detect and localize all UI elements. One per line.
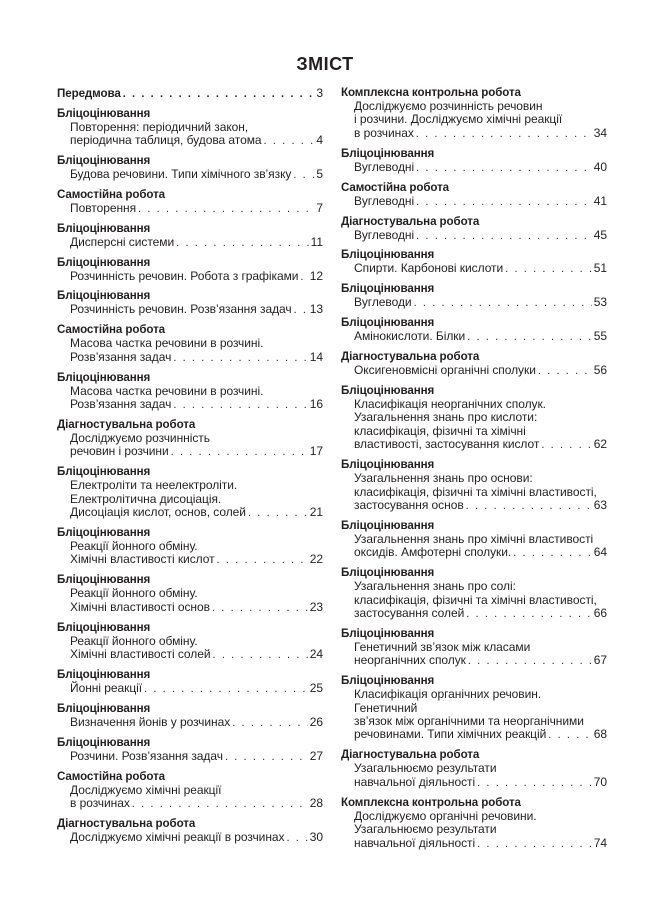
- dot-leader: [225, 751, 308, 764]
- toc-entry-line: Вуглеводи . . . 53: [341, 296, 607, 310]
- toc-entry-line: речовин і розчини . . . 17: [57, 445, 323, 459]
- toc-entry-heading: Діагностувальна робота: [57, 417, 196, 431]
- dot-leader: [414, 297, 592, 310]
- toc-entry: [57, 526, 323, 568]
- toc-entry-heading: Бліцоцінювання: [341, 384, 435, 398]
- page-number: 17: [309, 444, 323, 459]
- page-number: 55: [593, 329, 607, 344]
- toc-entry-heading: Бліцоцінювання: [57, 106, 151, 120]
- page-number: 28: [309, 796, 323, 811]
- toc-entry: [57, 817, 323, 845]
- toc-entry-line: Хімічні властивості кислот . . . 22: [57, 553, 323, 567]
- toc-entry-line: неорганічних сполук . . . 67: [341, 654, 607, 668]
- toc-entry-line: Електролітична дисоціація.: [70, 491, 222, 506]
- toc-entry-heading: Комплексна контрольна робота: [341, 795, 521, 809]
- page-number: 27: [309, 748, 323, 763]
- toc-entry-line: Реакції йонного обміну.: [70, 539, 198, 553]
- toc-entry-line: Амінокислоти. Білки . . . 55: [341, 330, 607, 344]
- dot-leader: [477, 777, 592, 790]
- toc-entry: [341, 147, 607, 175]
- toc-entry-heading: Комплексна контрольна робота: [341, 86, 521, 99]
- toc-entry-line: Повторення: періодичний закон,: [70, 119, 249, 134]
- toc-entry-line: застосування основ . . . 63: [341, 499, 607, 513]
- page-number: 68: [593, 727, 607, 742]
- toc-entry-line: Вуглеводні . . . 40: [341, 161, 607, 175]
- page-number: 24: [309, 647, 323, 662]
- toc-entry-line: Дисоціація кислот, основ, солей . . . 21: [57, 506, 323, 520]
- toc-entry-line: Оксигеновмісні органічні сполуки . . . 56: [341, 364, 607, 378]
- dot-leader: [468, 655, 592, 668]
- dot-leader: [294, 304, 308, 317]
- toc-entry-heading: Бліцоцінювання: [341, 518, 435, 532]
- toc-entry-line: Електроліти та неелектроліти.: [70, 478, 238, 493]
- toc-entry: [341, 248, 607, 276]
- toc-entry: [57, 323, 323, 365]
- dot-leader: [466, 500, 592, 513]
- page-number: 62: [593, 437, 607, 452]
- toc-entry-heading: Бліцоцінювання: [341, 458, 435, 472]
- toc-entry: [341, 181, 607, 209]
- dot-leader: [548, 729, 591, 742]
- dot-leader: [138, 203, 314, 216]
- toc-entry: [341, 215, 607, 243]
- toc-entry-heading: Бліцоцінювання: [341, 248, 435, 262]
- page-number: 40: [593, 159, 607, 174]
- toc-entry-line: Генетичний зв’язок між класами: [354, 639, 531, 654]
- page-number: 30: [309, 829, 323, 844]
- toc-entry-heading: Бліцоцінювання: [57, 526, 151, 539]
- toc-entry-line: Узагальнення знань про солі:: [354, 579, 516, 594]
- toc-entry: [341, 350, 607, 378]
- toc-entry-heading: Бліцоцінювання: [341, 566, 435, 580]
- toc-entry-line: в розчинах . . . 28: [57, 797, 323, 811]
- page-number: 14: [309, 349, 323, 364]
- page-number: 70: [593, 774, 607, 789]
- page-number: 12: [309, 268, 323, 283]
- toc-entry-heading: Бліцоцінювання: [57, 667, 151, 681]
- toc-entry-heading: Бліцоцінювання: [57, 735, 151, 749]
- dot-leader: [416, 230, 592, 243]
- toc-entry: [57, 86, 323, 101]
- toc-entry-heading: Бліцоцінювання: [57, 465, 151, 479]
- toc-entry-line: Вуглеводні . . . 41: [341, 195, 607, 209]
- toc-left-column: [57, 86, 323, 851]
- toc-entry: [341, 519, 607, 561]
- dot-leader: [416, 162, 592, 175]
- dot-leader: [232, 717, 308, 730]
- dot-leader: [173, 352, 307, 365]
- toc-entry: [57, 465, 323, 520]
- page-number: 51: [593, 261, 607, 276]
- page-number: 56: [593, 363, 607, 378]
- toc-entry-line: Хімічні властивості солей . . . 24: [57, 648, 323, 662]
- toc-entry-heading: Самостійна робота: [341, 180, 450, 194]
- toc-entry-line: і розчини. Досліджуємо хімічні реакції: [354, 112, 563, 127]
- toc-entry-line: Досліджуємо органічні речовини.: [354, 808, 537, 823]
- toc-entry-heading: Бліцоцінювання: [57, 701, 151, 715]
- toc-entry-heading: Бліцоцінювання: [341, 282, 435, 296]
- page-number: 3: [316, 86, 323, 100]
- toc-entry-heading: Самостійна робота: [57, 187, 166, 201]
- toc-entry: [57, 371, 323, 413]
- toc-entry-line: Йонні реакції . . . 25: [57, 682, 323, 696]
- toc-entry-line: навчальної діяльності . . . 70: [341, 776, 607, 790]
- dot-leader: [293, 169, 314, 182]
- toc-entry: [57, 770, 323, 812]
- toc-entry: [341, 748, 607, 790]
- page-number: 34: [593, 125, 607, 140]
- toc-entry-line: Масова частка речовини в розчині.: [70, 383, 264, 398]
- page-number: 26: [309, 714, 323, 729]
- toc-entry-line: Класифікація неорганічних сполук.: [354, 397, 546, 412]
- page-title: ЗМІСТ: [296, 54, 354, 74]
- toc-entry-line: оксидів. Амфотерні сполуки. . . . 64: [341, 546, 607, 560]
- toc-entry: [57, 188, 323, 216]
- toc-entry-heading: Бліцоцінювання: [341, 316, 435, 330]
- toc-entry-line: Розчинність речовин. Робота з графіками . . . 12: [57, 270, 323, 284]
- page-number: 13: [309, 302, 323, 317]
- page-number: 16: [309, 397, 323, 412]
- toc-entry-line: Узагальнення знань про хімічні властивості: [354, 531, 594, 546]
- toc-entry-line: Досліджуємо хімічні реакції: [70, 782, 222, 797]
- toc-entry-heading: Бліцоцінювання: [57, 370, 151, 384]
- dot-leader: [505, 263, 592, 276]
- dot-leader: [248, 507, 308, 520]
- toc-entry-line: Повторення . . . 7: [57, 202, 323, 216]
- toc-entry-heading: Бліцоцінювання: [57, 289, 151, 303]
- toc-entry: [57, 736, 323, 764]
- toc-entry: [341, 282, 607, 310]
- page-number: 45: [593, 227, 607, 242]
- toc-entry-line: Узагальнення знань про основи:: [354, 471, 533, 486]
- dot-leader: [173, 399, 307, 412]
- toc-entry-line: властивості, застосування кислот . . . 62: [341, 438, 607, 452]
- dot-leader: [171, 446, 308, 459]
- toc-entry-line: Узагальнення знань про кислоти:: [354, 410, 538, 425]
- dot-leader: [212, 602, 308, 615]
- page-number: 63: [593, 498, 607, 512]
- toc-entry-heading: Бліцоцінювання: [341, 674, 435, 688]
- page-number: 22: [309, 552, 323, 567]
- dot-leader: [416, 196, 592, 209]
- page-number: 41: [593, 193, 607, 208]
- dot-leader: [538, 365, 592, 378]
- dot-leader: [213, 649, 308, 662]
- toc-entry: [341, 627, 607, 669]
- toc-entry-line: Дисперсні системи . . . 11: [57, 236, 323, 250]
- toc-entry-heading: Бліцоцінювання: [57, 573, 151, 587]
- toc-entry-heading: Бліцоцінювання: [57, 221, 151, 235]
- toc-entry-line: Вуглеводні . . . 45: [341, 229, 607, 243]
- toc-entry-line: Узагальнюємо результати: [354, 822, 497, 837]
- page-number: 4: [316, 132, 323, 147]
- dot-leader: [466, 608, 592, 621]
- toc-entry-heading: Діагностувальна робота: [341, 214, 480, 228]
- toc-entry-line: Спирти. Карбонові кислоти . . . 51: [341, 262, 607, 276]
- toc-entry-heading: Бліцоцінювання: [57, 620, 151, 634]
- page-number: 23: [309, 599, 323, 614]
- toc-entry: [57, 621, 323, 663]
- toc-entry-line: класифікація, фізичні та хімічні властивості,: [354, 592, 597, 607]
- toc-entry-line: періодична таблиця, будова атома . . . 4: [57, 134, 323, 148]
- dot-leader: [264, 135, 315, 148]
- toc-entry-line: Розчинність речовин. Розв’язання задач . . . 13: [57, 303, 323, 317]
- dot-leader: [513, 547, 592, 560]
- toc-entry-heading: Бліцоцінювання: [341, 626, 435, 640]
- page-number: 64: [593, 545, 607, 560]
- toc-entry: [57, 154, 323, 182]
- page-number: 21: [309, 505, 323, 520]
- toc-entry-line: Реакції йонного обміну.: [70, 586, 198, 601]
- toc-entry-line: застосування солей . . . 66: [341, 607, 607, 621]
- toc-entry-line: Досліджуємо хімічні реакції в розчинах . . . 30: [57, 831, 323, 845]
- toc-entry: [57, 702, 323, 730]
- page-number: 66: [593, 606, 607, 621]
- toc-entry: [57, 289, 323, 317]
- toc-entry-line: навчальної діяльності . . . 74: [341, 837, 607, 851]
- toc-entry-heading: Бліцоцінювання: [57, 255, 151, 269]
- page-number: 11: [310, 234, 323, 249]
- dot-leader: [123, 87, 315, 101]
- dot-leader: [286, 832, 307, 845]
- toc-entry-line: Масова частка речовини в розчині.: [70, 336, 264, 351]
- dot-leader: [541, 439, 591, 452]
- toc-entry-heading: Бліцоцінювання: [341, 146, 435, 160]
- page-number: 25: [309, 680, 323, 695]
- page-number: 67: [593, 653, 607, 668]
- toc-entry-heading: Бліцоцінювання: [57, 153, 151, 167]
- dot-leader: [477, 838, 592, 851]
- toc-entry-heading: Діагностувальна робота: [57, 816, 196, 830]
- toc-entry-line: Класифікація органічних речовин. Генетичний: [354, 687, 542, 715]
- toc-entry-heading: Самостійна робота: [57, 323, 166, 337]
- toc-entry: [341, 384, 607, 453]
- toc-entry-heading: Передмова . . . 3: [57, 86, 323, 101]
- dot-leader: [300, 271, 307, 284]
- toc-entry-line: зв’язок між органічними та неорганічними: [354, 714, 584, 729]
- toc-entry: [57, 107, 323, 149]
- page-number: 5: [316, 166, 323, 181]
- toc-entry: [57, 668, 323, 696]
- dot-leader: [144, 683, 308, 696]
- toc-entry-line: Розчини. Розв’язання задач . . . 27: [57, 750, 323, 764]
- toc-entry: [341, 316, 607, 344]
- toc-entry-line: речовинами. Типи хімічних реакцій . . . 68: [341, 728, 607, 742]
- dot-leader: [176, 237, 308, 250]
- toc-right-column: [341, 86, 607, 856]
- toc-entry-line: Досліджуємо розчинність речовин: [354, 99, 543, 113]
- dot-leader: [416, 128, 592, 141]
- toc-entry-line: класифікація, фізичні та хімічні: [354, 423, 526, 438]
- toc-entry-heading: Самостійна робота: [57, 769, 166, 783]
- page-number: 53: [593, 295, 607, 310]
- toc-entry-line: Хімічні властивості основ . . . 23: [57, 601, 323, 615]
- toc-entry: [57, 256, 323, 284]
- toc-entry-line: Розв’язання задач . . . 16: [57, 398, 323, 412]
- toc-entry-line: Досліджуємо розчинність: [70, 430, 210, 445]
- toc-entry: [341, 566, 607, 621]
- toc-entry: [57, 573, 323, 615]
- toc-entry-line: Узагальнюємо результати: [354, 761, 497, 776]
- dot-leader: [467, 331, 592, 344]
- toc-entry-line: Визначення йонів у розчинах . . . 26: [57, 716, 323, 730]
- dot-leader: [217, 554, 308, 567]
- toc-entry-heading: Діагностувальна робота: [341, 748, 480, 762]
- toc-entry-line: класифікація, фізичні та хімічні властивості,: [354, 484, 597, 499]
- toc-entry: [341, 458, 607, 513]
- page-number: 7: [316, 200, 323, 215]
- toc-entry: [341, 674, 607, 743]
- dot-leader: [132, 798, 308, 811]
- toc-entry: [341, 86, 607, 141]
- toc-entry-line: Розв’язання задач . . . 14: [57, 351, 323, 365]
- toc-entry-line: Реакції йонного обміну.: [70, 633, 198, 648]
- toc-entry-line: в розчинах . . . 34: [341, 127, 607, 141]
- toc-entry-line: Будова речовини. Типи хімічного зв’язку . . . 5: [57, 168, 323, 182]
- toc-entry: [57, 418, 323, 460]
- toc-entry-heading: Діагностувальна робота: [341, 350, 480, 364]
- page-number: 74: [593, 835, 607, 850]
- toc-entry: [57, 222, 323, 250]
- toc-entry: [341, 796, 607, 851]
